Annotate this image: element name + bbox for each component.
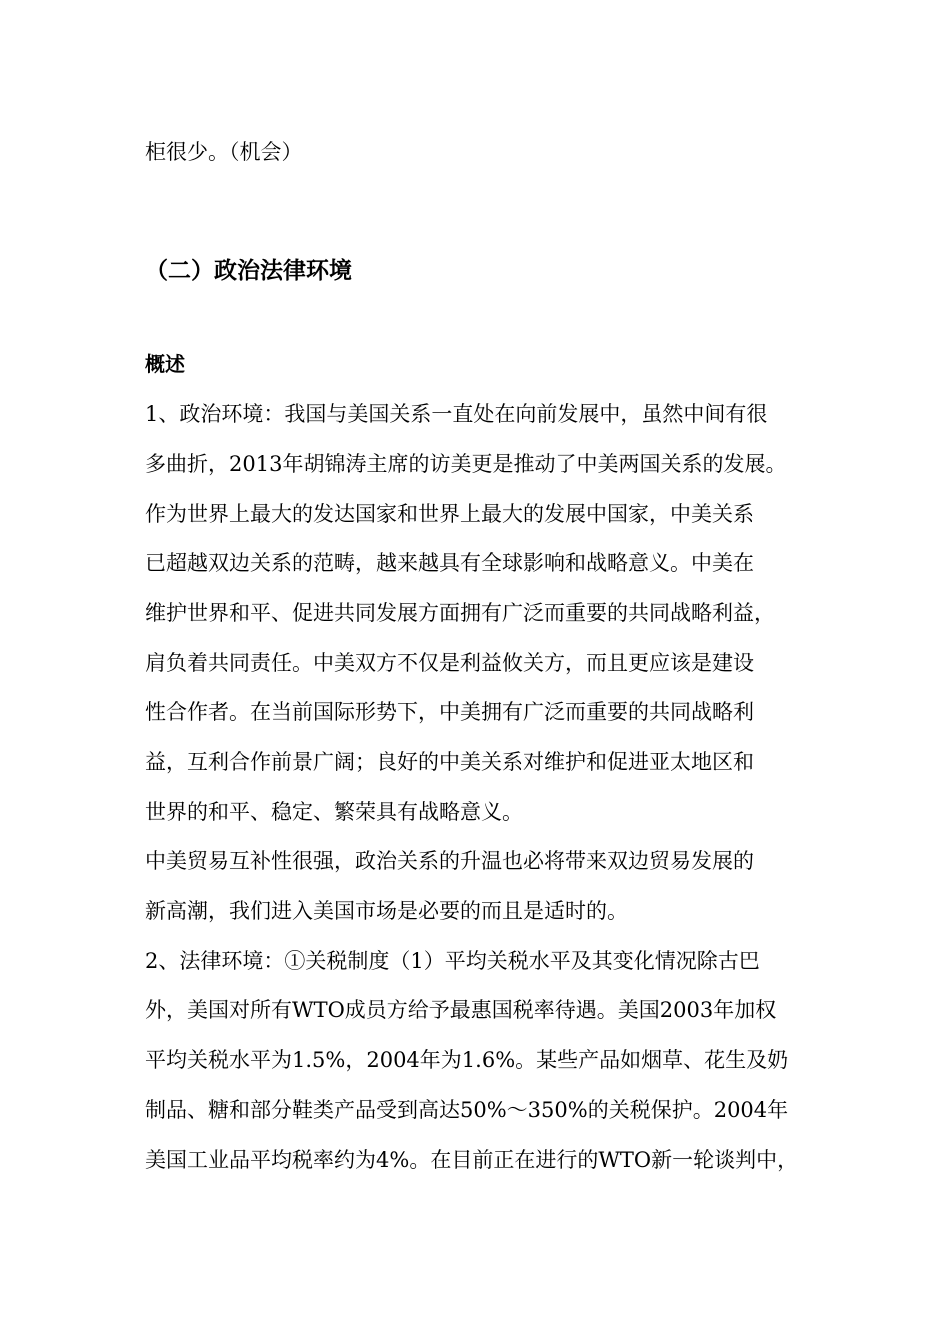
paragraph-line: 美国工业品平均税率约为4%。在目前正在进行的WTO新一轮谈判中， (145, 1148, 799, 1172)
paragraph-line: 1、政治环境：我国与美国关系一直处在向前发展中，虽然中间有很 (145, 402, 768, 426)
paragraph-line: 肩负着共同责任。中美双方不仅是利益攸关方，而且更应该是建设 (145, 651, 754, 675)
paragraph-line: 世界的和平、稳定、繁荣具有战略意义。 (145, 800, 523, 824)
subheading-overview: 概述 (145, 352, 185, 376)
paragraph-line: 维护世界和平、促进共同发展方面拥有广泛而重要的共同战略利益， (145, 601, 775, 625)
top-fragment-line: 柜很少。（机会） (145, 140, 303, 164)
section-heading: （二）政治法律环境 (145, 258, 352, 284)
paragraph-line: 中美贸易互补性很强，政治关系的升温也必将带来双边贸易发展的 (145, 849, 754, 873)
paragraph-line: 性合作者。在当前国际形势下，中美拥有广泛而重要的共同战略利 (145, 700, 754, 724)
paragraph-line: 益，互利合作前景广阔；良好的中美关系对维护和促进亚太地区和 (145, 750, 754, 774)
paragraph-line: 多曲折，2013年胡锦涛主席的访美更是推动了中美两国关系的发展。 (145, 452, 787, 476)
paragraph-line: 制品、糖和部分鞋类产品受到高达50%～350%的关税保护。2004年 (145, 1098, 789, 1122)
paragraph-line: 2、法律环境：①关税制度（1）平均关税水平及其变化情况除古巴 (145, 949, 760, 973)
paragraph-line: 作为世界上最大的发达国家和世界上最大的发展中国家，中美关系 (145, 502, 754, 526)
paragraph-line: 已超越双边关系的范畴，越来越具有全球影响和战略意义。中美在 (145, 551, 754, 575)
paragraph-line: 平均关税水平为1.5%，2004年为1.6%。某些产品如烟草、花生及奶 (145, 1048, 789, 1072)
paragraph-line: 新高潮，我们进入美国市场是必要的而且是适时的。 (145, 899, 628, 923)
paragraph-line: 外，美国对所有WTO成员方给予最惠国税率待遇。美国2003年加权 (145, 998, 777, 1022)
